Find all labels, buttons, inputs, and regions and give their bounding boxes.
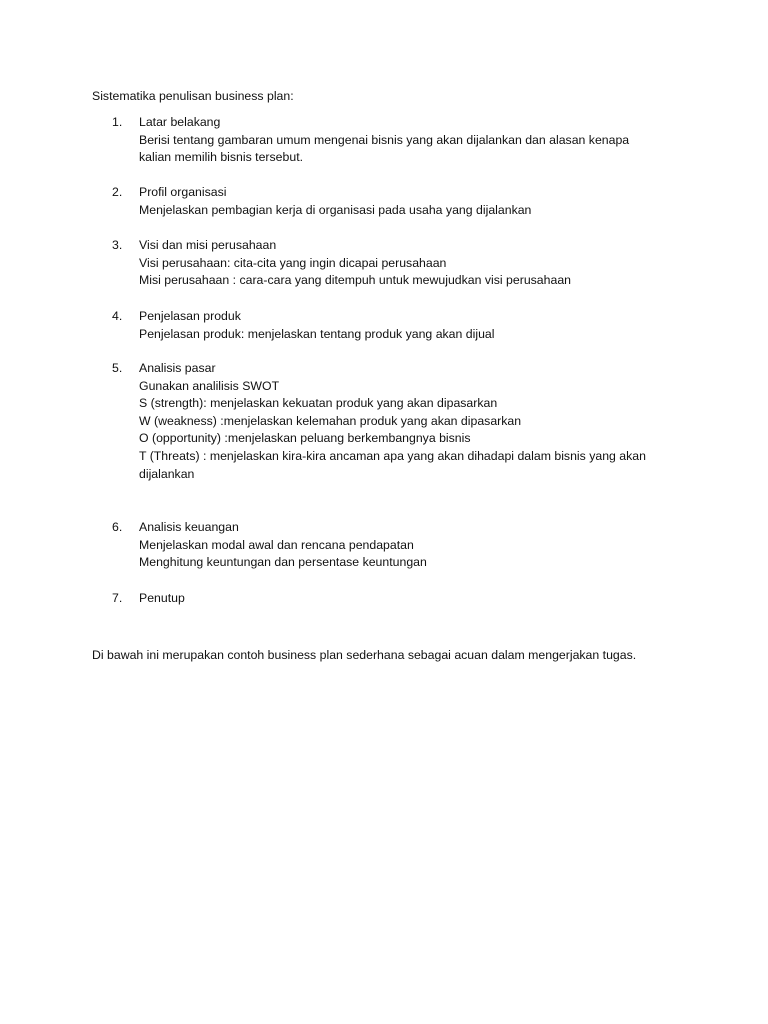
list-item-line: dijalankan [139, 466, 195, 481]
list-item-heading: Penjelasan produk [139, 309, 241, 323]
list-item-heading: Penutup [139, 591, 185, 605]
list-item-body [139, 184, 679, 219]
list-item-line: Visi perusahaan: cita-cita yang ingin dicapai perusahaan [139, 255, 447, 270]
list-item-heading: Analisis keuangan [139, 520, 239, 534]
list-item-number: 7. [112, 591, 123, 605]
list-item-line: Menjelaskan pembagian kerja di organisasi pada usaha yang dijalankan [139, 202, 532, 217]
list-item-number: 2. [112, 185, 123, 199]
list-item-number: 5. [112, 361, 123, 375]
document-title: Sistematika penulisan business plan: [92, 89, 294, 103]
list-item-line: T (Threats) : menjelaskan kira-kira ancaman apa yang akan dihadapi dalam bisnis yang akan [139, 448, 646, 463]
list-item-line: Berisi tentang gambaran umum mengenai bisnis yang akan dijalankan dan alasan kenapa [139, 132, 630, 147]
list-item-heading: Latar belakang [139, 115, 221, 129]
list-item-line: Penjelasan produk: menjelaskan tentang produk yang akan dijual [139, 326, 495, 341]
list-item-number: 4. [112, 309, 123, 323]
list-item-line: Menjelaskan modal awal dan rencana pendapatan [139, 537, 414, 552]
list-item-line: kalian memilih bisnis tersebut. [139, 150, 304, 165]
list-item-body [139, 590, 679, 608]
closing-paragraph: Di bawah ini merupakan contoh business plan sederhana sebagai acuan dalam mengerjakan tugas. [92, 648, 637, 662]
list-item-line: W (weakness) :menjelaskan kelemahan produk yang akan dipasarkan [139, 413, 522, 428]
list-item-number: 6. [112, 520, 123, 534]
list-item-heading: Profil organisasi [139, 185, 227, 199]
list-item-line: O (opportunity) :menjelaskan peluang berkembangnya bisnis [139, 431, 471, 446]
list-item-line: Gunakan analilisis SWOT [139, 378, 280, 393]
list-item-body [139, 114, 679, 167]
list-item-heading: Visi dan misi perusahaan [139, 238, 277, 252]
list-item-line: S (strength): menjelaskan kekuatan produk yang akan dipasarkan [139, 396, 498, 411]
list-item-line: Menghitung keuntungan dan persentase keuntungan [139, 555, 427, 570]
list-item-body [139, 360, 679, 483]
list-item-heading: Analisis pasar [139, 361, 216, 375]
list-item-line: Misi perusahaan : cara-cara yang ditempuh untuk mewujudkan visi perusahaan [139, 273, 572, 288]
list-item-number: 1. [112, 115, 123, 129]
list-item-body [139, 308, 679, 343]
list-item-number: 3. [112, 238, 123, 252]
list-item-body [139, 237, 679, 290]
list-item-body [139, 519, 679, 572]
